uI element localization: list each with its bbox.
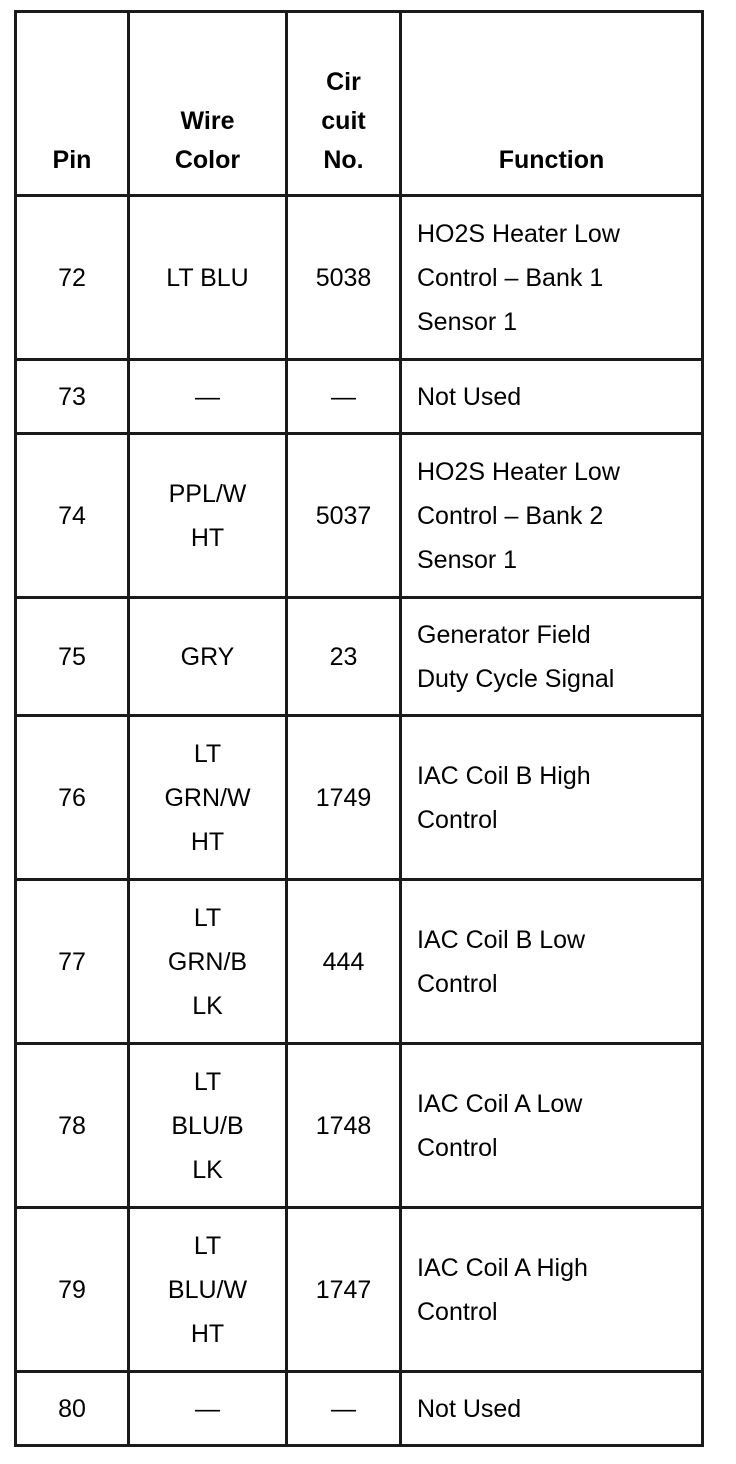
pin-cell-value: 75 [58, 642, 86, 671]
function-cell-line: IAC Coil A High [417, 1253, 588, 1282]
circuit-no-cell [287, 434, 401, 598]
wire-color-cell-line: HT [190, 827, 225, 856]
function-cell-line: HO2S Heater Low [417, 457, 620, 486]
table-row [16, 196, 703, 360]
function-cell-line: Control [417, 969, 498, 998]
pin-cell [16, 1044, 129, 1208]
pin-cell-value: 72 [58, 263, 86, 292]
wire-color-cell-line: LT [193, 739, 222, 768]
wire-color-cell-line: LK [192, 1155, 223, 1184]
wire-color-cell-line: BLU/W [167, 1275, 248, 1304]
function-cell-line: Duty Cycle Signal [417, 664, 615, 693]
wire-color-cell-line: — [195, 382, 220, 411]
wire-color-cell-line: HT [190, 523, 225, 552]
table-row [16, 1044, 703, 1208]
function-cell-line: Sensor 1 [417, 307, 518, 336]
function-cell-line: Control – Bank 1 [417, 263, 604, 292]
circuit-no-cell [287, 880, 401, 1044]
circuit-no-cell-value: 5037 [315, 501, 372, 530]
header-row [16, 12, 703, 196]
table-row [16, 598, 703, 716]
function-cell-line: Generator Field [417, 620, 591, 649]
wire-color-cell [129, 1208, 287, 1372]
header-circuit-no [287, 12, 401, 196]
circuit-no-cell [287, 716, 401, 880]
pin-cell-value: 76 [58, 783, 86, 812]
table-row [16, 360, 703, 434]
pin-cell-value: 78 [58, 1111, 86, 1140]
pinout-table [14, 10, 704, 1447]
function-cell [401, 1044, 703, 1208]
pin-cell [16, 360, 129, 434]
header-pin-line: Pin [52, 146, 92, 174]
wire-color-cell-line: LT [193, 903, 222, 932]
pin-cell [16, 1372, 129, 1446]
header-function [401, 12, 703, 196]
pin-cell-value: 77 [58, 947, 86, 976]
circuit-no-cell [287, 1044, 401, 1208]
wire-color-cell-line: GRN/W [164, 783, 251, 812]
circuit-no-cell-value: 1749 [315, 783, 372, 812]
wire-color-cell [129, 598, 287, 716]
circuit-no-cell [287, 196, 401, 360]
table-row [16, 716, 703, 880]
header-circuit-no-line-1: Cir [326, 68, 361, 96]
function-cell-line: IAC Coil B High [417, 761, 591, 790]
wire-color-cell [129, 196, 287, 360]
header-function-line: Function [498, 146, 605, 174]
function-cell [401, 598, 703, 716]
pin-cell [16, 434, 129, 598]
function-cell-line: Control [417, 1297, 498, 1326]
function-cell-line: IAC Coil B Low [417, 925, 586, 954]
pin-cell-value: 74 [58, 501, 86, 530]
pin-cell [16, 196, 129, 360]
circuit-no-cell-value: 1748 [315, 1111, 372, 1140]
pin-cell [16, 716, 129, 880]
table-row [16, 880, 703, 1044]
circuit-no-cell [287, 598, 401, 716]
wire-color-cell-line: GRN/B [167, 947, 248, 976]
table-row [16, 1208, 703, 1372]
function-cell-line: Not Used [417, 382, 522, 411]
wire-color-cell [129, 1044, 287, 1208]
circuit-no-cell [287, 360, 401, 434]
function-cell-line: HO2S Heater Low [417, 219, 620, 248]
pin-cell-value: 73 [58, 382, 86, 411]
circuit-no-cell-value: 444 [322, 947, 365, 976]
circuit-no-cell [287, 1372, 401, 1446]
wire-color-cell [129, 434, 287, 598]
wire-color-cell-line: HT [190, 1319, 225, 1348]
function-cell-line: Control [417, 1133, 498, 1162]
header-circuit-no-line-2: cuit [321, 107, 366, 135]
pin-cell-value: 79 [58, 1275, 86, 1304]
circuit-no-cell-value: 1747 [315, 1275, 372, 1304]
wire-color-cell-line: LK [192, 991, 223, 1020]
header-circuit-no-line-3: No. [323, 146, 364, 174]
header-pin [16, 12, 129, 196]
wire-color-cell [129, 360, 287, 434]
wire-color-cell [129, 1372, 287, 1446]
wire-color-cell [129, 880, 287, 1044]
table-body [16, 196, 703, 1446]
function-cell [401, 196, 703, 360]
pin-cell-value: 80 [58, 1394, 86, 1423]
circuit-no-cell-value: 5038 [315, 263, 372, 292]
wire-color-cell-line: LT [193, 1067, 222, 1096]
circuit-no-cell-value: — [331, 382, 356, 411]
wire-color-cell-line: BLU/B [171, 1111, 244, 1140]
header-wire-color [129, 12, 287, 196]
function-cell [401, 1208, 703, 1372]
function-cell [401, 716, 703, 880]
wire-color-cell-line: PPL/W [168, 479, 247, 508]
function-cell [401, 1372, 703, 1446]
table-row [16, 1372, 703, 1446]
function-cell-line: Sensor 1 [417, 545, 518, 574]
pin-cell [16, 880, 129, 1044]
wire-color-cell-line: GRY [180, 642, 235, 671]
wire-color-cell-line: LT BLU [166, 263, 249, 292]
function-cell [401, 880, 703, 1044]
header-wire-color-line-2: Color [174, 146, 241, 174]
pin-cell [16, 598, 129, 716]
wire-color-cell [129, 716, 287, 880]
function-cell-line: IAC Coil A Low [417, 1089, 583, 1118]
table-row [16, 434, 703, 598]
header-wire-color-line-1: Wire [180, 107, 235, 135]
wire-color-cell-line: LT [193, 1231, 222, 1260]
function-cell [401, 434, 703, 598]
function-cell-line: Control – Bank 2 [417, 501, 604, 530]
function-cell-line: Not Used [417, 1394, 522, 1423]
wire-color-cell-line: — [195, 1394, 220, 1423]
circuit-no-cell-value: 23 [329, 642, 358, 671]
circuit-no-cell-value: — [331, 1394, 356, 1423]
circuit-no-cell [287, 1208, 401, 1372]
pin-cell [16, 1208, 129, 1372]
function-cell [401, 360, 703, 434]
function-cell-line: Control [417, 805, 498, 834]
